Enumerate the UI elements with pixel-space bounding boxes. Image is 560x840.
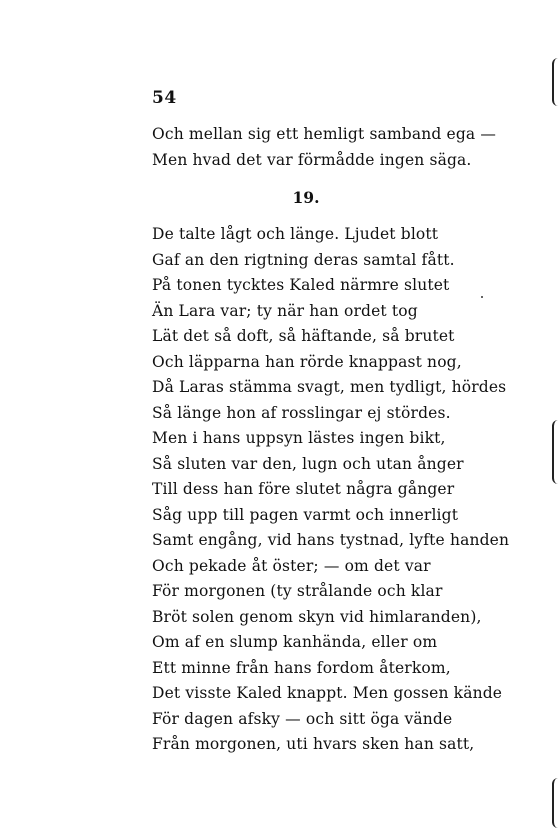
scan-edge-mark xyxy=(552,58,560,106)
poem-line: Gaf an den rigtning deras samtal fått. xyxy=(152,250,455,269)
section-number: 19. xyxy=(292,188,320,207)
poem-line: Till dess han före slutet några gånger xyxy=(152,480,455,498)
poem-line: Om af en slump kanhända, eller om xyxy=(152,633,438,651)
scan-edge-mark xyxy=(552,778,560,828)
poem-line: För dagen afsky — och sitt öga vände xyxy=(152,709,453,728)
page-number: 54 xyxy=(152,88,177,108)
poem-line: Samt engång, vid hans tystnad, lyfte handen xyxy=(152,531,510,549)
poem-line: Så länge hon af rosslingar ej stördes. xyxy=(152,403,451,422)
poem-line: Och läpparna han rörde knappast nog, xyxy=(152,352,462,371)
poem-line: Från morgonen, uti hvars sken han satt, xyxy=(152,735,475,753)
poem-line: Lät det så doft, så häftande, så brutet xyxy=(152,327,455,345)
poem-line: Det visste Kaled knappt. Men gossen kände xyxy=(152,684,503,702)
poem-line: Och mellan sig ett hemligt samband ega — xyxy=(152,125,497,143)
poem-line: Då Laras stämma svagt, men tydligt, hördes xyxy=(152,378,507,396)
poem-line: Bröt solen genom skyn vid himlaranden), xyxy=(152,607,482,626)
poem-line: De talte lågt och länge. Ljudet blott xyxy=(152,225,439,243)
poem-line: För morgonen (ty strålande och klar xyxy=(152,582,443,600)
poem-line: Ett minne från hans fordom återkom, xyxy=(152,658,451,677)
poem-line: Men i hans uppsyn lästes ingen bikt, xyxy=(152,429,446,447)
poem-line: Såg upp till pagen varmt och innerligt xyxy=(152,505,459,524)
poem-line: Än Lara var; ty när han ordet tog xyxy=(152,301,418,320)
preceding-stanza xyxy=(152,121,512,173)
poem-line: Och pekade åt öster; — om det var xyxy=(152,556,431,575)
stanza-19 xyxy=(152,222,532,758)
scan-edge-mark xyxy=(552,420,560,484)
poem-line: På tonen tycktes Kaled närmre slutet xyxy=(152,276,450,294)
poem-line: Men hvad det var förmådde ingen säga. xyxy=(152,151,472,169)
paper-speck xyxy=(481,296,483,298)
poem-line: Så sluten var den, lugn och utan ånger xyxy=(152,454,464,473)
